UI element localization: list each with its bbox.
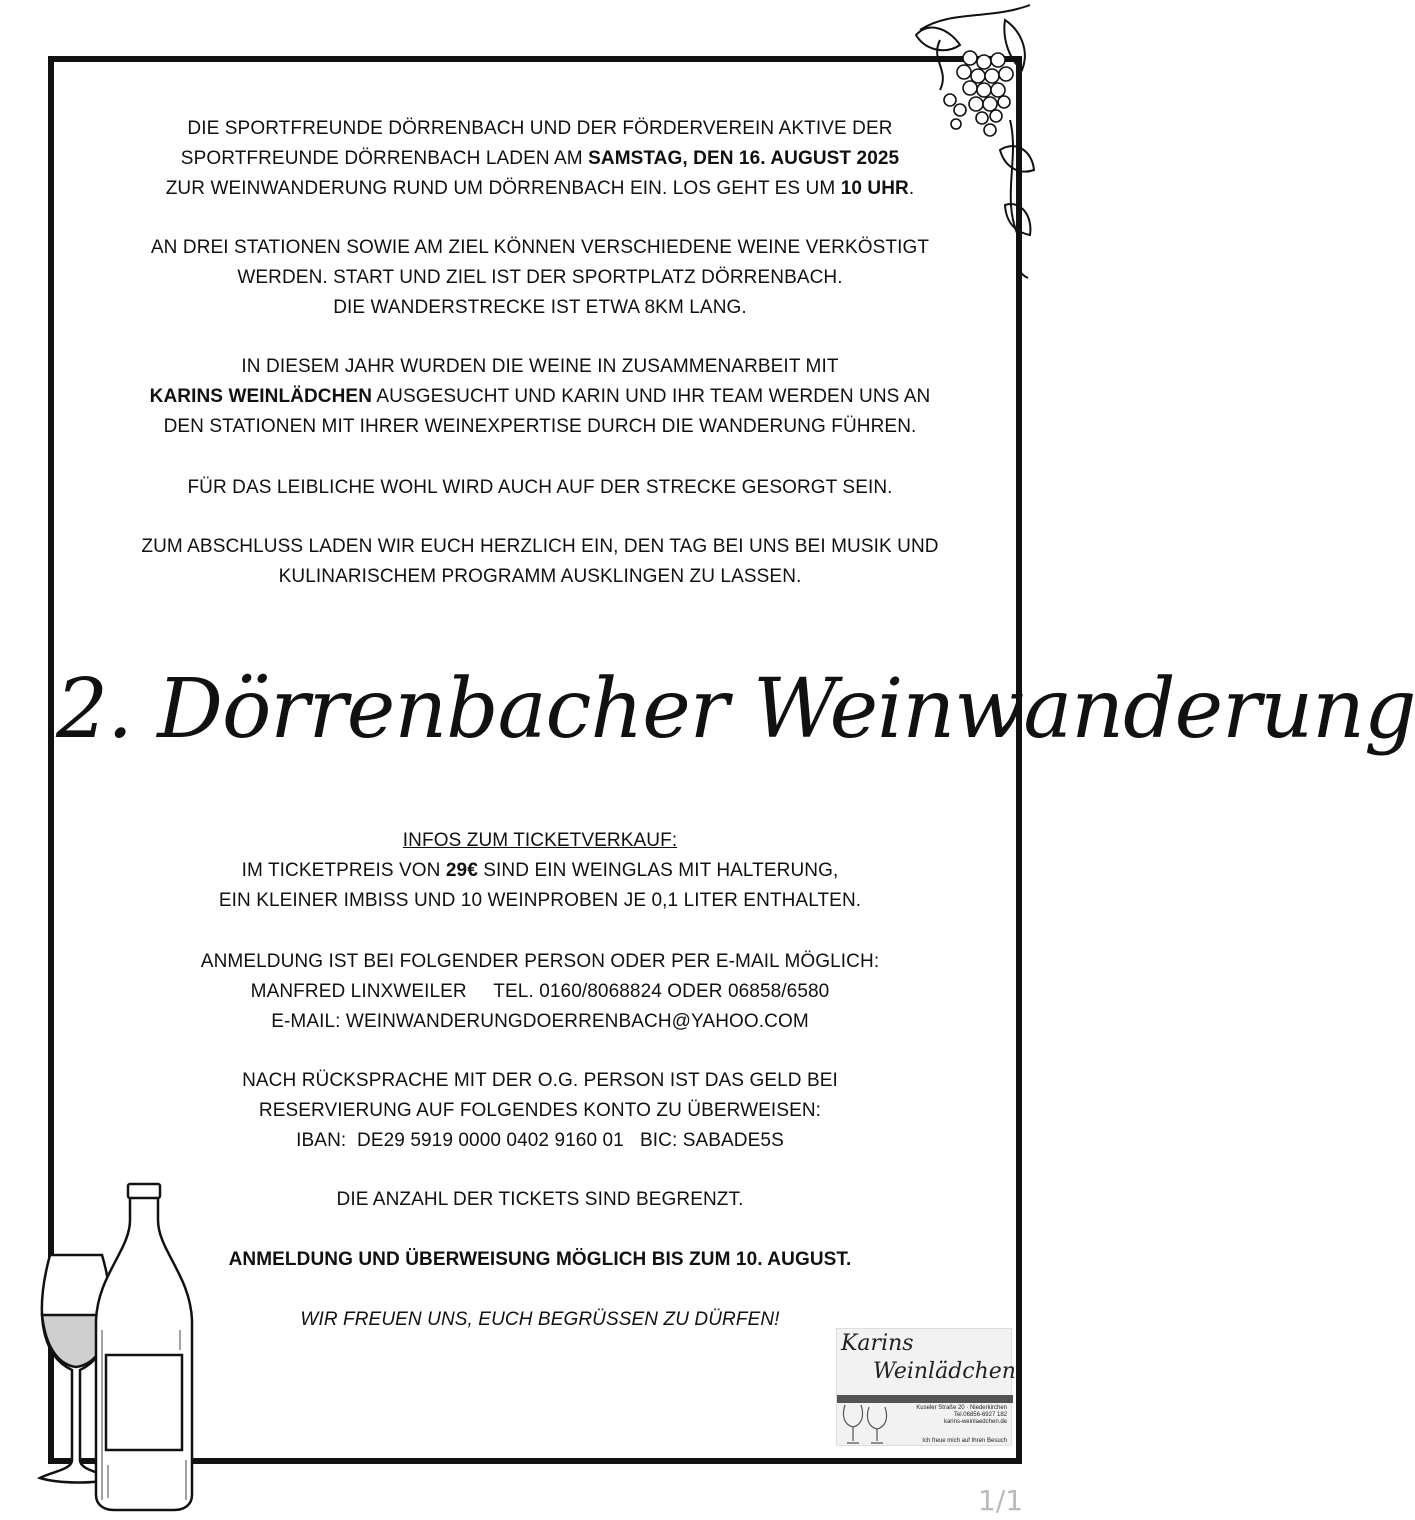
- registration-email: E-MAIL: WEINWANDERUNGDOERRENBACH@YAHOO.COM: [271, 1011, 809, 1032]
- logo-slogan: Ich freue mich auf Ihren Besuch: [922, 1438, 1007, 1444]
- tickets-heading: INFOS ZUM TICKETVERKAUF:: [402, 830, 678, 851]
- partner-paragraph: [60, 352, 1020, 442]
- tickets-line-2: EIN KLEINER IMBISS UND 10 WEINPROBEN JE 0,1 LITER ENTHALTEN.: [218, 890, 862, 911]
- tickets-line-1-end: SIND EIN WEINGLAS MIT HALTERUNG,: [477, 860, 839, 881]
- partner-line-3: DEN STATIONEN MIT IHRER WEINEXPERTISE DURCH DIE WANDERUNG FÜHREN.: [163, 416, 917, 437]
- closing-line-1: ZUM ABSCHLUSS LADEN WIR EUCH HERZLICH EIN, DEN TAG BEI UNS BEI MUSIK UND: [141, 536, 939, 557]
- payment-paragraph: [60, 1066, 1020, 1156]
- logo-website: karins-weinlaedchen.de: [943, 1419, 1007, 1425]
- intro-paragraph: [60, 114, 1020, 204]
- logo-name-weinlaedchen: Weinlädchen: [873, 1359, 1016, 1384]
- intro-line-3: [60, 174, 1020, 204]
- bank-details: IBAN: DE29 5919 0000 0402 9160 01 BIC: SABADE5S: [296, 1130, 784, 1151]
- payment-line-1: NACH RÜCKSPRACHE MIT DER O.G. PERSON IST DAS GELD BEI: [242, 1070, 838, 1091]
- logo-phone: Tel.06856-6927 182: [953, 1412, 1007, 1418]
- partner-line-1: IN DIESEM JAHR WURDEN DIE WEINE IN ZUSAMMENARBEIT MIT: [241, 356, 839, 377]
- karins-weinlaedchen-logo: [836, 1328, 1016, 1446]
- limited-line: DIE ANZAHL DER TICKETS SIND BEGRENZT.: [336, 1189, 744, 1210]
- event-title: 2. Dörrenbacher Weinwanderung: [56, 662, 1415, 757]
- ticket-price: 29€: [445, 860, 478, 881]
- partner-line-2-text: AUSGESUCHT UND KARIN UND IHR TEAM WERDEN UNS AN: [372, 386, 931, 407]
- food-line: FÜR DAS LEIBLICHE WOHL WIRD AUCH AUF DER STRECKE GESORGT SEIN.: [187, 477, 893, 498]
- registration-contact: MANFRED LINXWEILER TEL. 0160/8068824 ODER 06858/6580: [250, 981, 830, 1002]
- tickets-line-1-text: IM TICKETPREIS VON: [241, 860, 446, 881]
- logo-address: Kuseler Straße 20 · Niederkirchen: [916, 1405, 1007, 1411]
- logo-name-karins: Karins: [841, 1331, 914, 1356]
- intro-line-1: DIE SPORTFREUNDE DÖRRENBACH UND DER FÖRDERVEREIN AKTIVE DER: [187, 118, 893, 139]
- closing-line-2: KULINARISCHEM PROGRAMM AUSKLINGEN ZU LASSEN.: [278, 566, 802, 587]
- logo-divider: [837, 1395, 1013, 1403]
- payment-line-2: RESERVIERUNG AUF FOLGENDES KONTO ZU ÜBERWEISEN:: [258, 1100, 822, 1121]
- stations-line-2: WERDEN. START UND ZIEL IST DER SPORTPLATZ DÖRRENBACH.: [237, 267, 843, 288]
- registration-line-1: ANMELDUNG IST BEI FOLGENDER PERSON ODER PER E-MAIL MÖGLICH:: [200, 951, 880, 972]
- partner-line-2: [60, 382, 1020, 412]
- welcome-line: WIR FREUEN UNS, EUCH BEGRÜSSEN ZU DÜRFEN!: [300, 1309, 780, 1330]
- logo-contact-lines: [897, 1405, 1007, 1445]
- intro-line-3-end: .: [908, 178, 915, 199]
- intro-line-3-text: ZUR WEINWANDERUNG RUND UM DÖRRENBACH EIN. LOS GEHT ES UM: [165, 178, 841, 199]
- stations-line-3: DIE WANDERSTRECKE IST ETWA 8KM LANG.: [333, 297, 747, 318]
- deadline-text: ANMELDUNG UND ÜBERWEISUNG MÖGLICH BIS ZUM 10. AUGUST.: [228, 1249, 852, 1270]
- stations-paragraph: [60, 233, 1020, 323]
- wine-bottle-glass-illustration: [30, 1180, 220, 1520]
- page-number: 1/1: [978, 1484, 1024, 1517]
- wine-glasses-icon: [839, 1403, 903, 1445]
- event-date: SAMSTAG, DEN 16. AUGUST 2025: [588, 148, 900, 169]
- food-paragraph: [60, 473, 1020, 503]
- stations-line-1: AN DREI STATIONEN SOWIE AM ZIEL KÖNNEN VERSCHIEDENE WEINE VERKÖSTIGT: [150, 237, 930, 258]
- tickets-line-1: [60, 856, 1020, 886]
- closing-paragraph: [60, 532, 1020, 592]
- partner-name: KARINS WEINLÄDCHEN: [149, 386, 373, 407]
- intro-line-2: [60, 144, 1020, 174]
- tickets-paragraph: [60, 826, 1020, 916]
- intro-line-2-text: SPORTFREUNDE DÖRRENBACH LADEN AM: [180, 148, 589, 169]
- start-time: 10 UHR: [840, 178, 909, 199]
- registration-paragraph: [60, 947, 1020, 1037]
